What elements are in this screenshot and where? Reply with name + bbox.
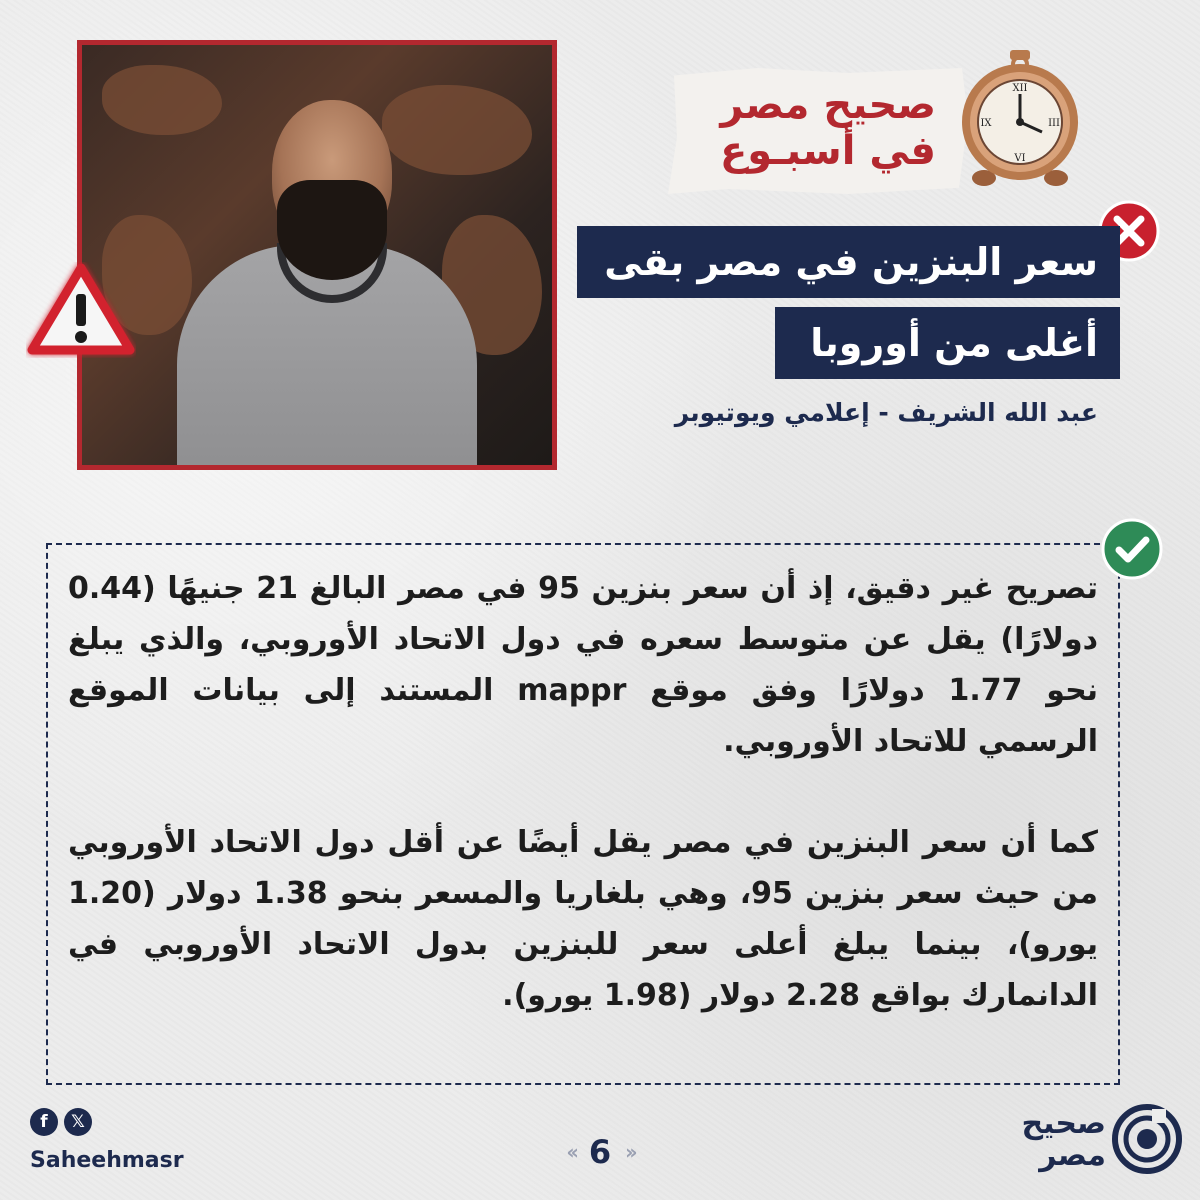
chevron-right-icon[interactable]: ›› [625, 1140, 634, 1164]
footer-logo-line1: صحيح [1021, 1106, 1106, 1141]
svg-text:IX: IX [980, 118, 992, 129]
footer-logo-text [1022, 1108, 1106, 1172]
warning-icon [26, 262, 136, 358]
svg-text:XII: XII [1012, 83, 1028, 94]
social-icons [30, 1108, 92, 1136]
brand-title-line2: في أسبـوع [719, 128, 936, 174]
clock-icon [956, 50, 1084, 190]
claim-line2: أغلى من أوروبا [775, 307, 1120, 379]
speaker-photo [82, 45, 552, 465]
brand-title-line1: صحيح مصر [720, 82, 936, 128]
facebook-icon[interactable]: f [30, 1108, 58, 1136]
page-navigation [548, 1128, 652, 1176]
page-number: 6 [588, 1133, 612, 1171]
x-icon[interactable]: 𝕏 [64, 1108, 92, 1136]
social-handle: Saheehmasr [30, 1148, 184, 1173]
saheeh-masr-logo-icon [1112, 1104, 1182, 1174]
speaker-photo-frame [77, 40, 557, 470]
claim-source: عبد الله الشريف - إعلامي ويوتيوبر [674, 398, 1098, 427]
chevron-left-icon[interactable]: ‹‹ [566, 1140, 575, 1164]
svg-text:VI: VI [1014, 153, 1026, 164]
fact-paragraph-1: تصريح غير دقيق، إذ أن سعر بنزين 95 في مصر البالغ 21 جنيهًا (0.44 دولارًا) يقل عن متوسط سعره في دول الاتحاد الأوروبي، والذي يبلغ نحو 1.77 دولارًا وفق موقع mappr المستند إلى بيانات الموقع الرسمي للاتحاد الأوروبي. [68, 571, 1098, 759]
claim-line1: سعر البنزين في مصر بقى [577, 226, 1120, 298]
true-verdict-icon [1101, 518, 1163, 580]
fact-paragraph-2: كما أن سعر البنزين في مصر يقل أيضًا عن أقل دول الاتحاد الأوروبي من حيث سعر بنزين 95، وهي بلغاريا والمسعر بنحو 1.38 دولار (1.20 يورو)، بينما يبلغ أعلى سعر للبنزين بدول الاتحاد الأوروبي في الدانمارك بواقع 2.28 دولار (1.98 يورو). [68, 825, 1098, 1013]
svg-text:III: III [1048, 118, 1060, 129]
fact-check-text [68, 563, 1098, 1071]
footer-logo-line2: مصر [1039, 1138, 1106, 1173]
